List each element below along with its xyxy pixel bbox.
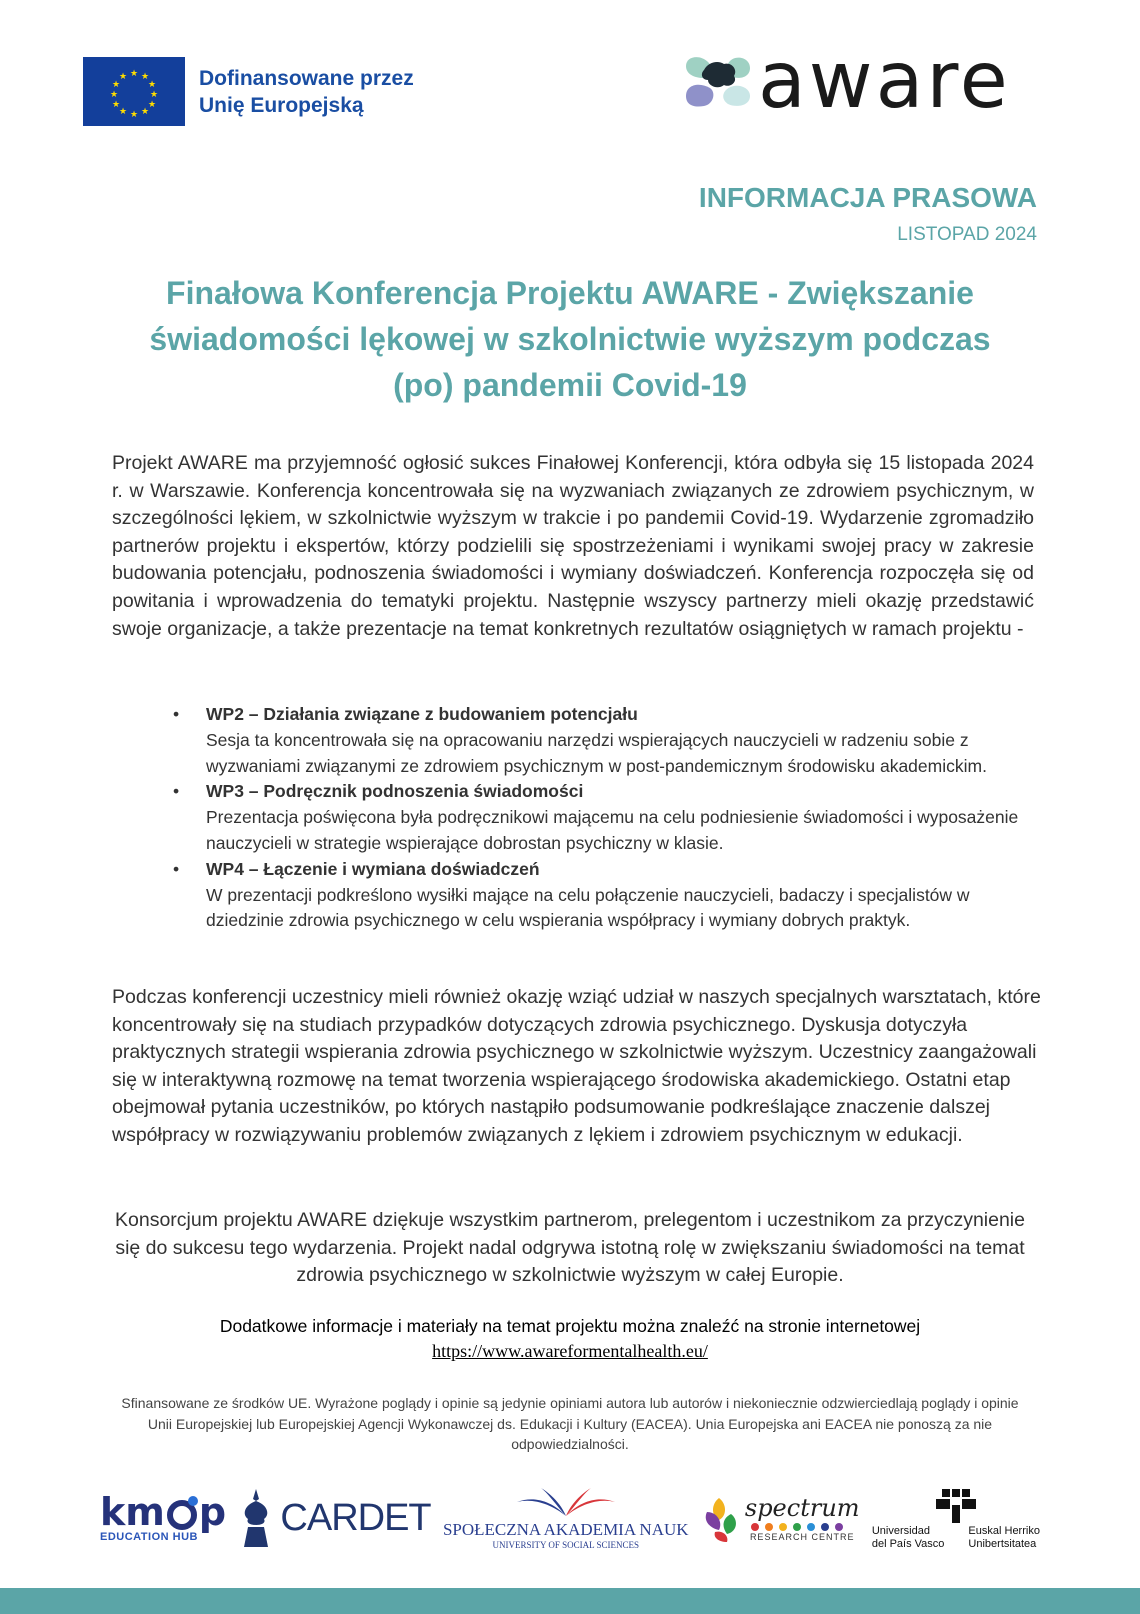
footer-bar (0, 1588, 1140, 1614)
svg-text:★: ★ (129, 109, 139, 119)
svg-text:★: ★ (147, 99, 157, 109)
aware-wordmark: aware (758, 36, 1011, 126)
spoleczna-wordmark: SPOŁECZNA AKADEMIA NAUK (442, 1520, 689, 1539)
partner-logos (100, 1478, 1040, 1558)
list-item (140, 702, 1030, 779)
work-package-title: WP3 – Podręcznik podnoszenia świadomości (206, 781, 584, 802)
work-package-title: WP2 – Działania związane z budowaniem potencjału (206, 704, 638, 724)
press-release-date: LISTOPAD 2024 (897, 224, 1037, 245)
upv-name-es (872, 1525, 945, 1551)
work-package-list (140, 702, 1030, 934)
work-package-description: Prezentacja poświęcona była podręcznikowi mającemu na celu podniesienie świadomości i wyposażenie nauczycieli w strategie wspierające dobrostan psychiczny w klasie. (206, 807, 1019, 853)
work-package-title: WP4 – Łączenie i wymiana doświadczeń (206, 858, 540, 879)
eu-flag-icon (83, 57, 185, 126)
svg-text:★: ★ (147, 79, 157, 89)
kmop-wordmark: km (100, 1490, 165, 1534)
upv-name-eu (968, 1525, 1040, 1551)
spoleczna-akademia-logo (443, 1486, 689, 1550)
kmop-o-icon (165, 1493, 199, 1531)
kmop-wordmark-tail: p (198, 1490, 227, 1534)
kmop-logo (100, 1490, 227, 1543)
eu-disclaimer: Sfinansowane ze środków UE. Wyrażone poglądy i opinie są jedynie opiniami autora lub autorów i niekoniecznie odzwierciedlają poglądy i opinie Unii Europejskiej lub Europejskiej Agencji Wykonawczej ds. Edukacji i Kultury (EACEA). Unia Europejska ani EACEA nie ponoszą za nie odpowiedzialności. (121, 1395, 1019, 1452)
more-info (100, 1316, 1040, 1362)
svg-text:★: ★ (129, 68, 139, 78)
cardet-logo (238, 1489, 430, 1547)
svg-text:★: ★ (140, 106, 150, 116)
spoleczna-subtitle: UNIVERSITY OF SOCIAL SCIENCES (492, 1540, 640, 1550)
cardet-tower-icon (238, 1489, 274, 1547)
svg-text:★: ★ (140, 71, 150, 81)
open-book-icon (511, 1486, 621, 1520)
page-title (90, 270, 1050, 408)
aware-logo (682, 36, 1011, 126)
eu-text-line2: Unię Europejską (199, 93, 364, 117)
svg-text:★: ★ (118, 106, 128, 116)
title-line-1: Finałowa Konferencja Projektu AWARE - Zwiększanie (166, 275, 974, 311)
spectrum-logo (701, 1494, 860, 1542)
eu-cofunded-logo (83, 57, 414, 126)
upv-es-line1: Universidad (871, 1525, 930, 1537)
project-website-link[interactable]: https://www.awareformentalhealth.eu/ (432, 1341, 708, 1361)
kmop-subtitle: EDUCATION HUB (100, 1531, 198, 1543)
upv-es-line2: del País Vasco (871, 1538, 945, 1550)
bullet-icon: • (173, 781, 180, 802)
press-release-header (699, 182, 1037, 246)
press-release-title: INFORMACJA PRASOWA (698, 182, 1037, 213)
bullet-icon: • (173, 704, 180, 724)
thanks-paragraph: Konsorcjum projektu AWARE dziękuje wszystkim partnerom, prelegentom i uczestnikom za przyczynienie się do sukcesu tego wydarzenia. Projekt nadal odgrywa istotną rolę w zwiększaniu świadomości na temat zdrowia psychicznego w szkolnictwie wyższym w całej Europie. (115, 1209, 1025, 1287)
svg-text:★: ★ (109, 89, 119, 99)
spectrum-dots-icon (745, 1522, 855, 1532)
svg-text:★: ★ (118, 71, 128, 81)
spectrum-wordmark: spectrum (744, 1494, 860, 1522)
more-info-text: Dodatkowe informacje i materiały na temat projektu można znaleźć na stronie internetowej (219, 1316, 921, 1336)
work-package-description: W prezentacji podkreślono wysiłki mające na celu połączenie nauczycieli, badaczy i specjalistów w dziedzinie zdrowia psychicznego w celu wspierania współpracy i wymiany dobrych praktyk. (206, 884, 970, 931)
eu-cofunded-text (199, 65, 414, 119)
spectrum-subtitle: RESEARCH CENTRE (749, 1532, 855, 1542)
spectrum-leaf-icon (701, 1494, 741, 1542)
title-line-2: świadomości lękowej w szkolnictwie wyższym podczas (149, 321, 991, 357)
intro-paragraph: Projekt AWARE ma przyjemność ogłosić sukces Finałowej Konferencji, która odbyła się 15 listopada 2024 r. w Warszawie. Konferencja koncentrowała się na wyzwaniach związanych ze zdrowiem psychicznym, w szczególności lękiem, w szkolnictwie wyższym w trakcie i po pandemii Covid-19. Wydarzenie zgromadziło partnerów projektu i ekspertów, którzy podzielili się spostrzeżeniami i wynikami swojej pracy w zakresie budowania potencjału, podnoszenia świadomości i wymiany doświadczeń. Konferencja rozpoczęła się od powitania i wprowadzenia do tematyki projektu. Następnie wszyscy partnerzy mieli okazję przedstawić swoje organizacje, a także prezentacje na temat konkretnych rezultatów osiągniętych w ramach projektu - (112, 452, 1034, 640)
list-item (140, 779, 1030, 856)
aware-brain-icon (682, 52, 754, 110)
list-item (140, 857, 1030, 934)
upv-ehu-logo (872, 1485, 1040, 1551)
workshops-paragraph: Podczas konferencji uczestnicy mieli również okazję wziąć udział w naszych specjalnych warsztatach, które koncentrowały się na studiach przypadków dotyczących zdrowia psychicznego. Dyskusja dotyczyła praktycznych strategii wspierania zdrowia psychicznego w szkolnictwie wyższym. Uczestnicy zaangażowali się w interaktywną rozmowę na temat tworzenia wspierającego środowiska akademickiego. Ostatni etap obejmował pytania uczestników, po których nastąpiło podsumowanie podkreślające znaczenie dalszej współpracy w rozwiązywaniu problemów związanych z lękiem i zdrowiem psychicznym w edukacji. (112, 986, 1041, 1146)
bullet-icon: • (173, 858, 180, 879)
svg-text:★: ★ (111, 79, 121, 89)
eu-text-line1: Dofinansowane przez (199, 66, 414, 90)
cardet-wordmark: CARDET (280, 1496, 431, 1539)
upv-eu-line2: Unibertsitatea (968, 1538, 1037, 1550)
svg-text:★: ★ (111, 99, 121, 109)
upv-eu-line1: Euskal Herriko (968, 1525, 1040, 1537)
title-line-3: (po) pandemii Covid-19 (393, 367, 747, 403)
upv-emblem-icon (932, 1485, 980, 1525)
svg-text:★: ★ (149, 89, 159, 99)
work-package-description: Sesja ta koncentrowała się na opracowaniu narzędzi wspierających nauczycieli w radzeniu sobie z wyzwaniami związanymi ze zdrowiem psychicznym w post-pandemicznym środowisku akademickim. (206, 729, 987, 776)
